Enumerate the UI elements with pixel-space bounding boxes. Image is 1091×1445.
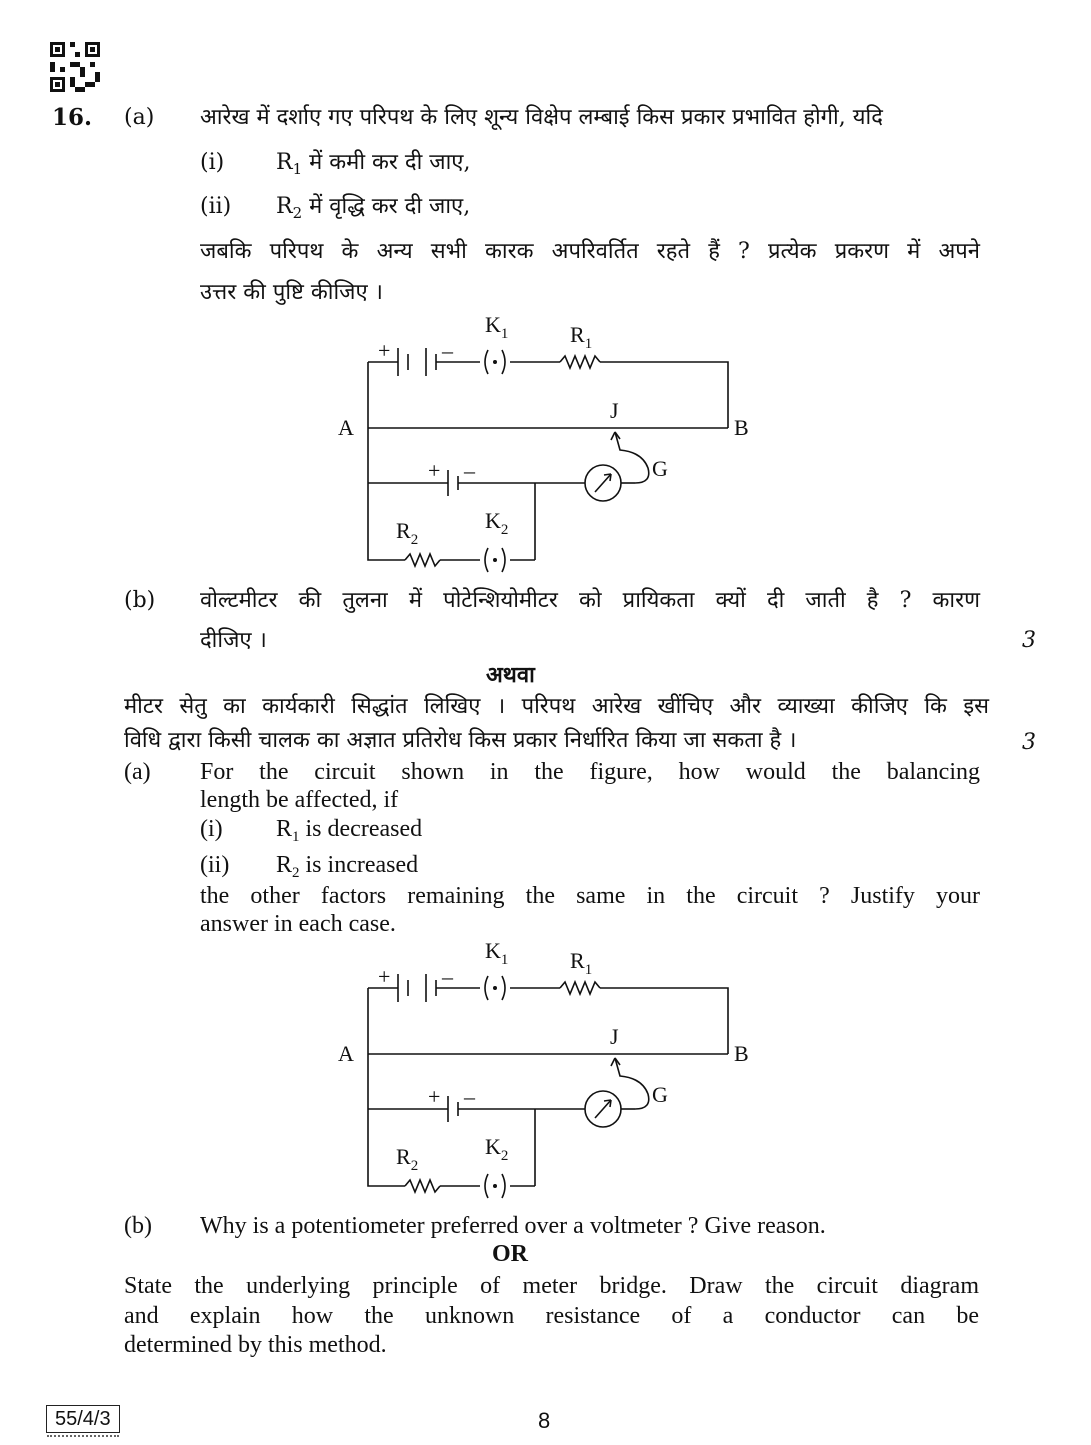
question-number: 16. <box>52 104 93 131</box>
hindi-part-a-label: (a) <box>124 105 155 130</box>
hindi-part-b-label: (b) <box>124 588 156 613</box>
hindi-or-line-1: मीटर सेतु का कार्यकारी सिद्धांत लिखिए । परिपथ आरेख खींचिए और व्याख्या कीजिए कि इस <box>124 694 989 719</box>
english-or-line-2: and explain how the unknown resistance of a conductor can be <box>124 1303 979 1329</box>
minus-sign-3: – <box>442 964 453 989</box>
plus-sign-1: + <box>378 338 391 363</box>
minus-sign-4: – <box>464 1084 475 1109</box>
end-a-label: A <box>338 415 354 440</box>
key-k2-label: $K_2$ <box>485 508 509 538</box>
english-part-b-text: Why is a potentiometer preferred over a voltmeter ? Give reason. <box>200 1213 826 1239</box>
hindi-sub-ii-label: (ii) <box>200 194 232 219</box>
english-sub-i-label: (i) <box>200 816 223 842</box>
end-b-label: B <box>734 1041 749 1066</box>
resistor-r2-label: $R_2$ <box>396 518 419 548</box>
circuit-diagram-english <box>330 936 790 1211</box>
english-sub-ii-text: $R_2$ is increased <box>276 852 419 881</box>
jockey-j-label: J <box>610 1024 619 1049</box>
hindi-condition-line-2: उत्तर की पुष्टि कीजिए । <box>200 280 383 305</box>
english-or-line-3: determined by this method. <box>124 1332 387 1358</box>
plus-sign-3: + <box>378 964 391 989</box>
hindi-part-b-line-1: वोल्टमीटर की तुलना में पोटेन्शियोमीटर को प्रायिकता क्यों दी जाती है ? कारण <box>200 588 980 613</box>
plus-sign-2: + <box>428 458 441 483</box>
hindi-marks-1: 3 <box>1022 628 1036 653</box>
resistor-r1-label: $R_1$ <box>570 948 593 978</box>
english-condition-line-2: answer in each case. <box>200 911 396 937</box>
galvanometer-g-label: G <box>652 456 668 481</box>
circuit-diagram-hindi <box>330 310 790 585</box>
jockey-j-label: J <box>610 398 619 423</box>
paper-code: 55/4/3 <box>46 1405 120 1433</box>
english-sub-ii-label: (ii) <box>200 852 230 878</box>
minus-sign-2: – <box>464 458 475 483</box>
hindi-marks-2: 3 <box>1022 730 1036 755</box>
resistor-r2-label: $R_2$ <box>396 1144 419 1174</box>
key-k1-label: $K_1$ <box>485 938 509 968</box>
hindi-or-label: अथवा <box>486 662 535 688</box>
resistor-r1-label: $R_1$ <box>570 322 593 352</box>
english-part-a-label: (a) <box>124 759 151 785</box>
key-k1-label: $K_1$ <box>485 312 509 342</box>
hindi-part-b-line-2: दीजिए । <box>200 628 267 653</box>
minus-sign-1: – <box>442 338 453 363</box>
end-a-label: A <box>338 1041 354 1066</box>
page-number: 8 <box>538 1408 551 1433</box>
hindi-condition-line-1: जबकि परिपथ के अन्य सभी कारक अपरिवर्तित रहते हैं ? प्रत्येक प्रकरण में अपने <box>200 239 980 264</box>
hindi-or-line-2: विधि द्वारा किसी चालक का अज्ञात प्रतिरोध किस प्रकार निर्धारित किया जा सकता है । <box>124 728 797 753</box>
hindi-sub-i-text: $R_1$ में कमी कर दी जाए, <box>276 150 471 178</box>
plus-sign-4: + <box>428 1084 441 1109</box>
english-part-b-label: (b) <box>124 1213 152 1239</box>
hindi-sub-i-label: (i) <box>200 150 225 175</box>
qr-code-image <box>50 42 100 92</box>
galvanometer-g-label: G <box>652 1082 668 1107</box>
hindi-sub-ii-text: $R_2$ में वृद्धि कर दी जाए, <box>276 194 471 222</box>
english-or-line-1: State the underlying principle of meter bridge. Draw the circuit diagram <box>124 1273 979 1299</box>
hindi-part-a-question: आरेख में दर्शाए गए परिपथ के लिए शून्य विक्षेप लम्बाई किस प्रकार प्रभावित होगी, यदि <box>200 105 883 130</box>
english-or-label: OR <box>492 1241 528 1267</box>
end-b-label: B <box>734 415 749 440</box>
key-k2-label: $K_2$ <box>485 1134 509 1164</box>
english-part-a-line-1: For the circuit shown in the figure, how would the balancing <box>200 759 980 785</box>
english-condition-line-1: the other factors remaining the same in the circuit ? Justify your <box>200 883 980 909</box>
english-part-a-line-2: length be affected, if <box>200 787 399 813</box>
english-sub-i-text: $R_1$ is decreased <box>276 816 423 845</box>
